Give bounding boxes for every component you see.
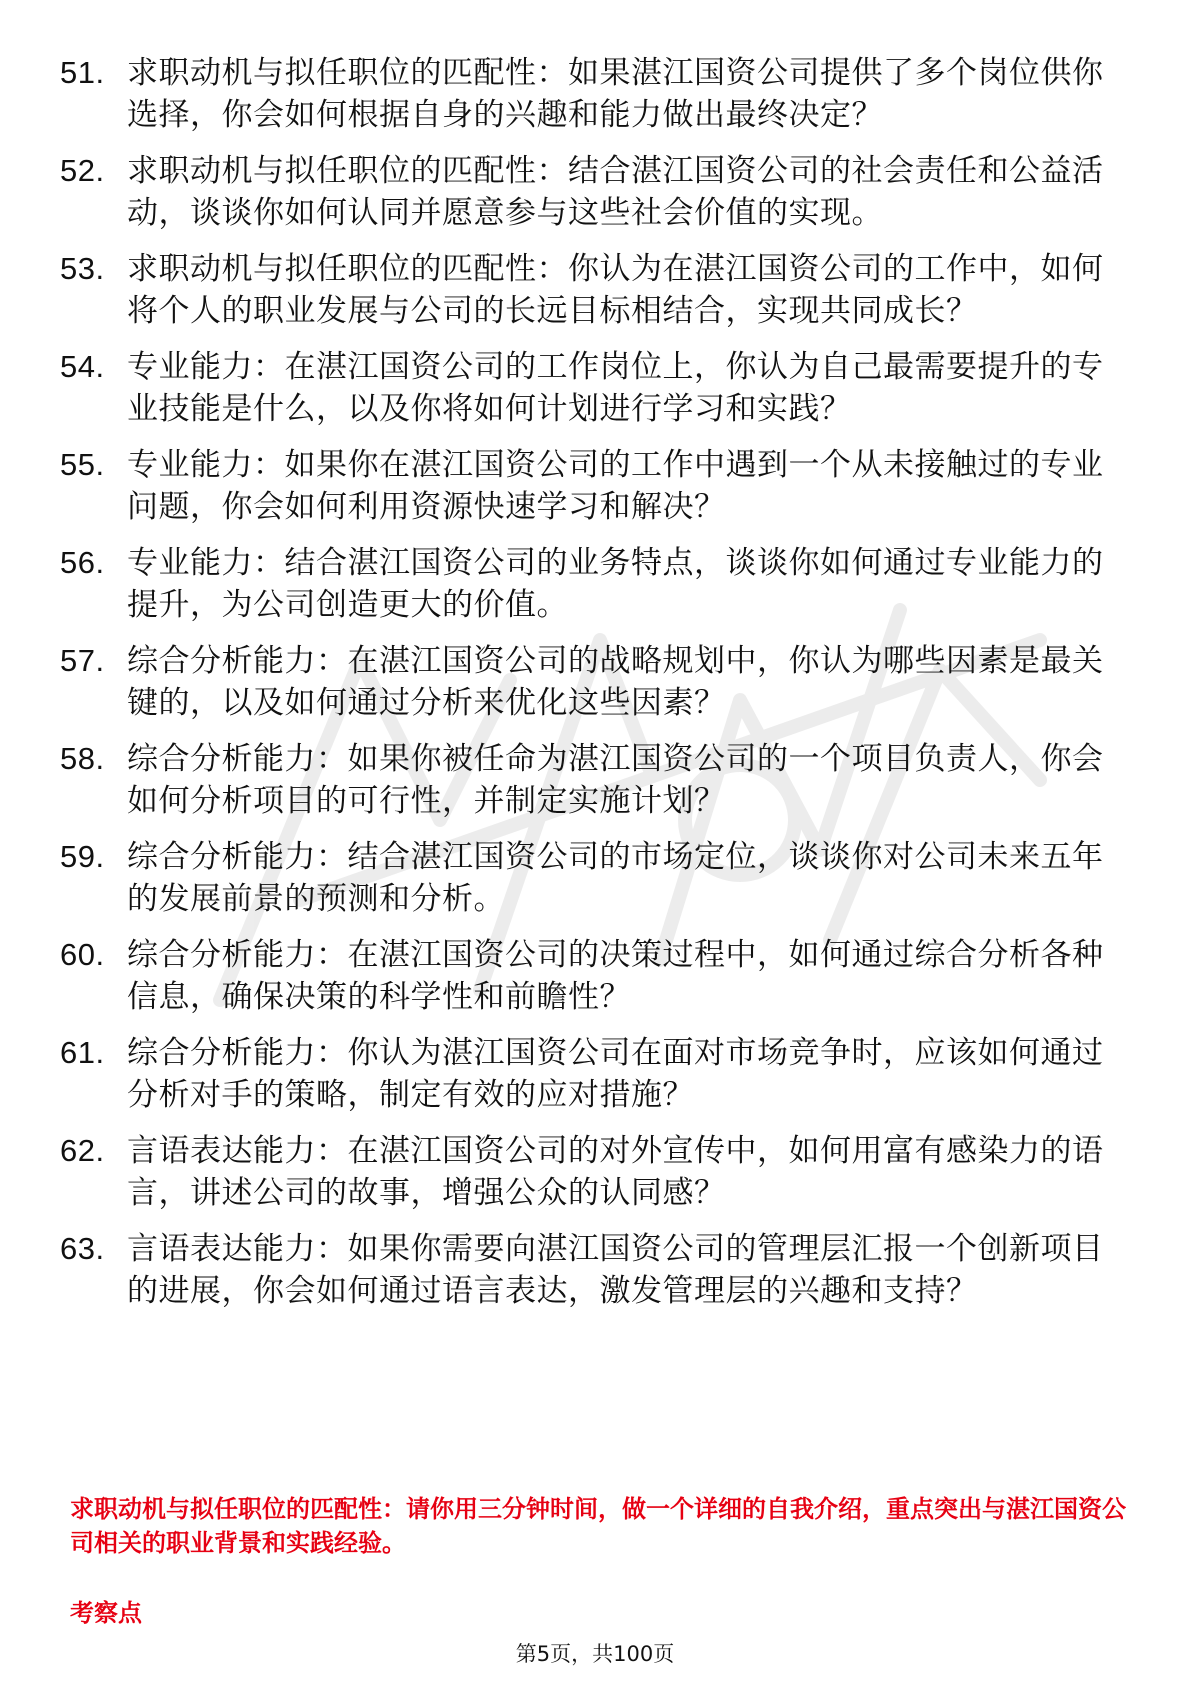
question-item [60,640,1120,724]
question-text: 综合分析能力：结合湛江国资公司的市场定位，谈谈你对公司未来五年的发展前景的预测和分析。 [127,839,1104,917]
question-text: 综合分析能力：你认为湛江国资公司在面对市场竞争时，应该如何通过分析对手的策略，制定有效的应对措施？ [127,1035,1104,1113]
question-text: 专业能力：在湛江国资公司的工作岗位上，你认为自己最需要提升的专业技能是什么，以及你将如何计划进行学习和实践？ [127,349,1104,427]
question-text: 求职动机与拟任职位的匹配性：你认为在湛江国资公司的工作中，如何将个人的职业发展与公司的长远目标相结合，实现共同成长？ [127,251,1104,329]
question-text: 综合分析能力：在湛江国资公司的战略规划中，你认为哪些因素是最关键的，以及如何通过分析来优化这些因素？ [127,643,1104,721]
question-text: 专业能力：如果你在湛江国资公司的工作中遇到一个从未接触过的专业问题，你会如何利用资源快速学习和解决？ [127,447,1104,525]
question-number: 51. [60,55,105,90]
question-list [60,52,1120,1326]
question-number: 60. [60,937,105,972]
question-number: 53. [60,251,105,286]
question-text: 综合分析能力：如果你被任命为湛江国资公司的一个项目负责人，你会如何分析项目的可行性，并制定实施计划？ [127,741,1104,819]
question-item [60,934,1120,1018]
question-item [60,444,1120,528]
question-text: 言语表达能力：在湛江国资公司的对外宣传中，如何用富有感染力的语言，讲述公司的故事，增强公众的认同感？ [127,1133,1104,1211]
question-item [60,1032,1120,1116]
question-item [60,1228,1120,1312]
question-text: 言语表达能力：如果你需要向湛江国资公司的管理层汇报一个创新项目的进展，你会如何通过语言表达，激发管理层的兴趣和支持？ [127,1231,1104,1309]
question-item [60,150,1120,234]
page-footer: 第5页，共100页 [515,1642,675,1666]
highlight-question: 求职动机与拟任职位的匹配性：请你用三分钟时间，做一个详细的自我介绍，重点突出与湛江国资公司相关的职业背景和实践经验。 [70,1495,1126,1557]
question-number: 54. [60,349,105,384]
question-number: 62. [60,1133,105,1168]
question-item [60,738,1120,822]
question-item [60,542,1120,626]
section-heading: 考察点 [70,1599,142,1627]
question-number: 59. [60,839,105,874]
question-number: 61. [60,1035,105,1070]
question-item [60,52,1120,136]
question-item [60,1130,1120,1214]
question-item [60,248,1120,332]
question-number: 57. [60,643,105,678]
question-item [60,836,1120,920]
question-text: 综合分析能力：在湛江国资公司的决策过程中，如何通过综合分析各种信息，确保决策的科学性和前瞻性？ [127,937,1104,1015]
question-text: 求职动机与拟任职位的匹配性：如果湛江国资公司提供了多个岗位供你选择，你会如何根据自身的兴趣和能力做出最终决定？ [127,55,1104,133]
question-number: 58. [60,741,105,776]
question-item [60,346,1120,430]
question-number: 56. [60,545,105,580]
question-number: 52. [60,153,105,188]
question-number: 55. [60,447,105,482]
question-text: 专业能力：结合湛江国资公司的业务特点，谈谈你如何通过专业能力的提升，为公司创造更大的价值。 [127,545,1104,623]
question-text: 求职动机与拟任职位的匹配性：结合湛江国资公司的社会责任和公益活动，谈谈你如何认同并愿意参与这些社会价值的实现。 [127,153,1104,231]
question-number: 63. [60,1231,105,1266]
